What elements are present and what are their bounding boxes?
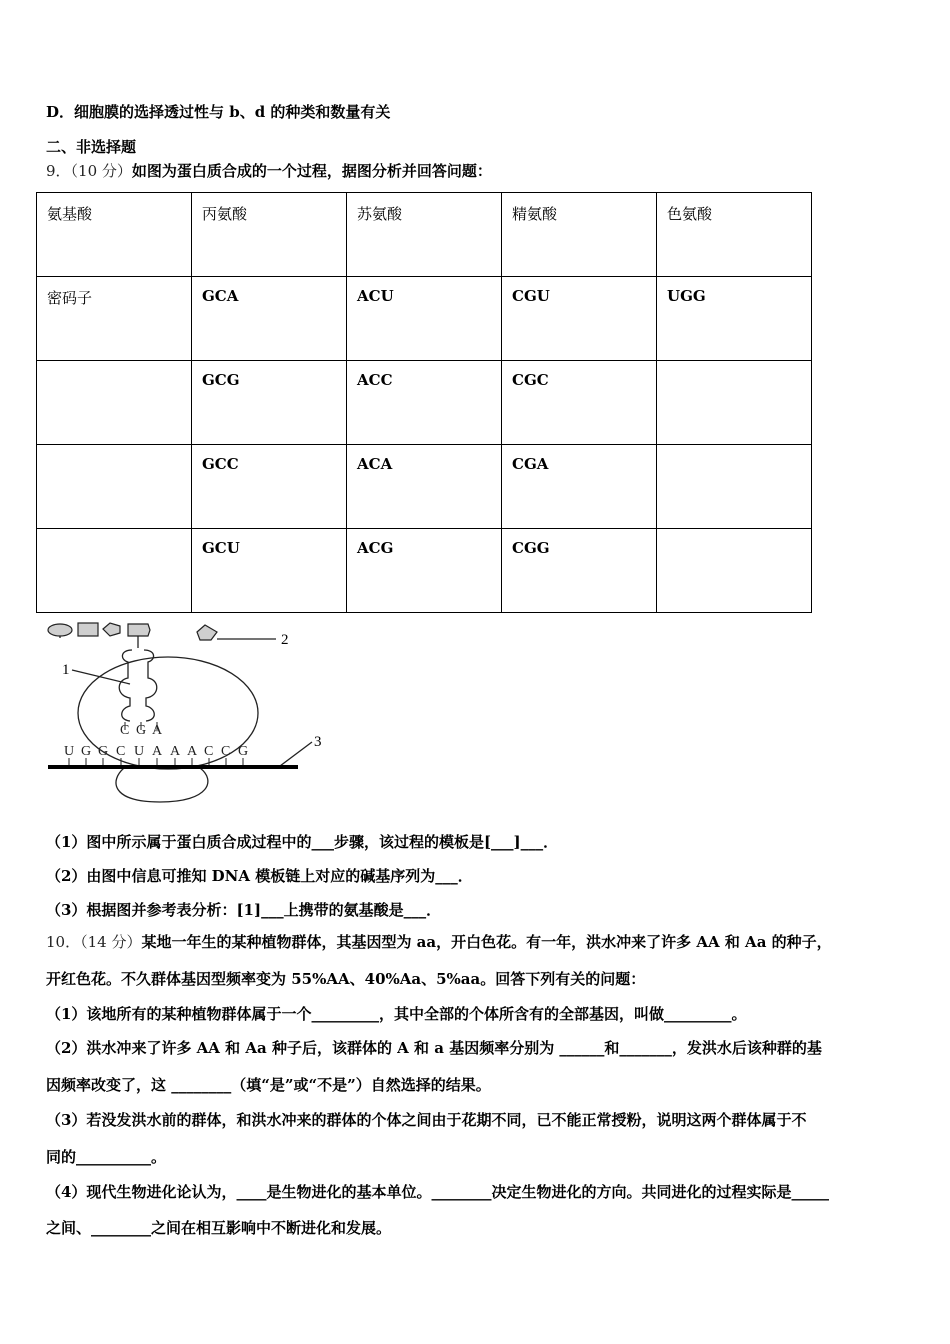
table-header-row (37, 193, 812, 277)
mrna-base: U (134, 744, 145, 759)
table-cell: ACU (347, 277, 502, 361)
table-row (37, 445, 812, 529)
anticodon-base: G (136, 723, 147, 738)
trna-left-strand (119, 650, 132, 721)
mrna-base: C (221, 744, 231, 759)
q10-sub3-line1: （3）若没发洪水前的群体，和洪水冲来的群体的个体之间由于花期不同，已不能正常授粉，说明这两个群体属于不 (46, 1111, 807, 1129)
table-cell (657, 445, 812, 529)
q10-sub1: （1）该地所有的某种植物群体属于一个_________，其中全部的个体所含有的全部基因，叫做_________。 (46, 1005, 747, 1023)
table-cell: 精氨酸 (502, 193, 657, 277)
table-cell: 苏氨酸 (347, 193, 502, 277)
table-cell: 氨基酸 (37, 193, 192, 277)
mrna-base: U (64, 744, 75, 759)
table-row (37, 361, 812, 445)
q9-sub1: （1）图中所示属于蛋白质合成过程中的___步骤，该过程的模板是[___]___． (46, 833, 559, 851)
table-cell: 密码子 (37, 277, 192, 361)
table-cell: GCA (192, 277, 347, 361)
table-cell: GCU (192, 529, 347, 613)
mrna-base: A (170, 744, 181, 759)
codon-table (36, 192, 812, 613)
mrna-base: C (116, 744, 126, 759)
label-2: 2 (281, 632, 289, 648)
q10-sub2-line2: 因频率改变了，这 ________（填“是”或“不是”）自然选择的结果。 (46, 1076, 491, 1094)
q9-stem: 如图为蛋白质合成的一个过程，据图分析并回答问题： (131, 162, 492, 180)
q10-stem-line1 (46, 932, 832, 952)
table-cell: CGG (502, 529, 657, 613)
mrna-base: A (187, 744, 198, 759)
label-1-pointer (72, 670, 130, 684)
q9-stem-line (46, 161, 492, 181)
table-cell (37, 529, 192, 613)
q10-sub3-line2: 同的__________。 (46, 1148, 167, 1166)
table-cell: ACG (347, 529, 502, 613)
label-3-pointer (280, 742, 312, 766)
mrna-base: G (98, 744, 109, 759)
mrna-base: G (238, 744, 249, 759)
table-cell: UGG (657, 277, 812, 361)
table-cell: ACC (347, 361, 502, 445)
q10-sub4-line2: 之间、________之间在相互影响中不断进化和发展。 (46, 1219, 392, 1237)
anticodon-base: C (120, 723, 130, 738)
q10-sub2-line1: （2）洪水冲来了许多 AA 和 Aa 种子后，该群体的 A 和 a 基因频率分别为 ______和_______，发洪水后该种群的基 (46, 1039, 822, 1057)
q10-number: 10．（14 分） (46, 933, 142, 951)
section-title: 二、非选择题 (46, 138, 137, 156)
amino-acid-bead (103, 623, 120, 636)
table-cell (37, 445, 192, 529)
table-cell: GCC (192, 445, 347, 529)
table-cell: CGU (502, 277, 657, 361)
anticodon-base: A (152, 723, 163, 738)
q9-sub3: （3）根据图并参考表分析：[1]___上携带的氨基酸是___． (46, 901, 442, 919)
free-amino-acid (197, 625, 217, 640)
label-3: 3 (314, 734, 322, 750)
table-row (37, 277, 812, 361)
amino-acid-bead (128, 624, 150, 636)
table-row (37, 529, 812, 613)
q10-sub4-line1: （4）现代生物进化论认为，____是生物进化的基本单位。________决定生物进化的方向。共同进化的过程实际是_____ (46, 1183, 829, 1201)
q9-sub2: （2）由图中信息可推知 DNA 模板链上对应的碱基序列为___． (46, 867, 473, 885)
mrna-base: A (152, 744, 163, 759)
q9-number: 9．（10 分） (46, 162, 132, 180)
table-cell: ACA (347, 445, 502, 529)
table-cell: 丙氨酸 (192, 193, 347, 277)
ribosome-small-subunit (116, 768, 208, 802)
table-cell (657, 361, 812, 445)
mrna-base: C (204, 744, 214, 759)
amino-acid-bead (48, 624, 72, 636)
label-1: 1 (62, 662, 70, 678)
trna-right-strand (144, 650, 157, 721)
amino-acid-bead (78, 623, 98, 636)
table-cell: CGC (502, 361, 657, 445)
q10-stem-line2: 开红色花。不久群体基因型频率变为 55%AA、40%Aa、5%aa。回答下列有关的问题： (46, 970, 646, 988)
table-cell: 色氨酸 (657, 193, 812, 277)
table-cell: GCG (192, 361, 347, 445)
table-cell (657, 529, 812, 613)
q10-stem-1: 某地一年生的某种植物群体，其基因型为 aa，开白色花。有一年，洪水冲来了许多 AA 和 Aa 的种子， (141, 933, 832, 951)
table-cell (37, 361, 192, 445)
option-d: D．细胞膜的选择透过性与 b、d 的种类和数量有关 (46, 103, 391, 121)
mrna-base: G (81, 744, 92, 759)
table-cell: CGA (502, 445, 657, 529)
translation-diagram (40, 618, 340, 808)
